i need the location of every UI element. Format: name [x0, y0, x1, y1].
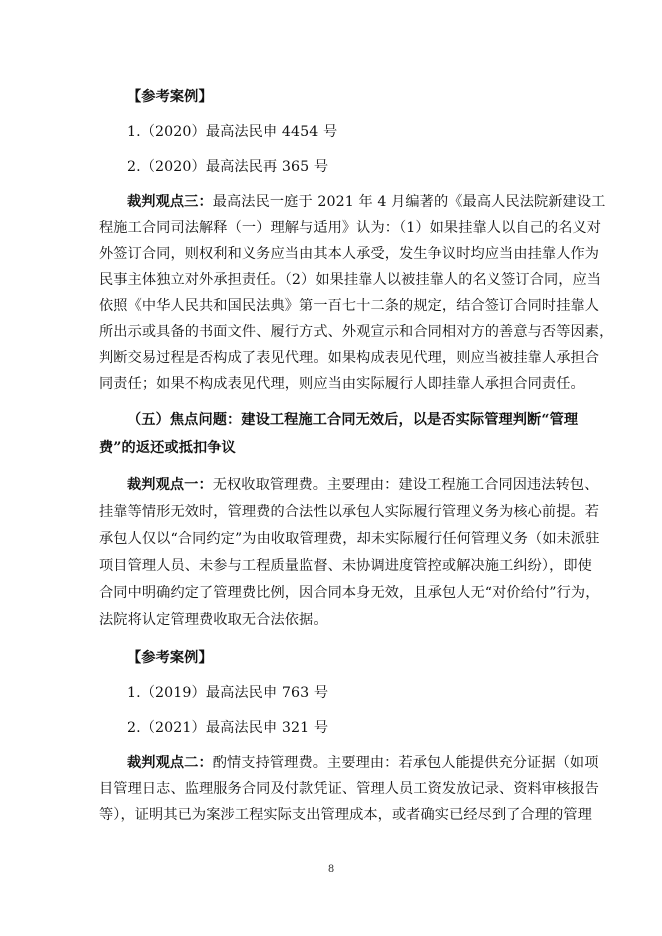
paragraph-line: 承包人仅以“合同约定”为由收取管理费，却未实际履行任何管理义务（如未派驻	[99, 531, 600, 547]
paragraph-line: 程施工合同司法解释（一）理解与适用》认为：（1）如果挂靠人以自己的名义对	[99, 220, 602, 236]
paragraph-line	[127, 192, 606, 212]
paragraph-line	[127, 753, 599, 773]
paragraph-line: 外签订合同，则权利和义务应当由其本人承受，发生争议时均应当由挂靠人作为	[99, 246, 600, 262]
case-citation: 1.（2020）最高法民申 4454 号	[127, 124, 338, 140]
paragraph-line: 挂靠等情形无效时，管理费的合法性以承包人实际履行管理义务为核心前提。若	[99, 504, 600, 520]
section-heading: （五）焦点问题：建设工程施工合同无效后，以是否实际管理判断“管理	[127, 412, 579, 428]
paragraph-line: 同责任；如果不构成表见代理，则应当由实际履行人即挂靠人承担合同责任。	[99, 376, 585, 392]
page-number: 8	[327, 864, 335, 875]
case-citation: 2.（2020）最高法民再 365 号	[127, 159, 329, 175]
paragraph-line: 民事主体独立对外承担责任。（2）如果挂靠人以被挂靠人的名义签订合同，应当	[99, 272, 602, 288]
paragraph-line: 法院将认定管理费收取无合法依据。	[99, 612, 328, 628]
paragraph-line: 合同中明确约定了管理费比例，因合同本身无效，且承包人无“对价给付”行为，	[99, 585, 600, 601]
paragraph-line: 判断交易过程是否构成了表见代理。如果构成表见代理，则应当被挂靠人承担合	[99, 350, 600, 366]
paragraph-line: 依照《中华人民共和国民法典》第一百七十二条的规定，结合签订合同时挂靠人	[99, 298, 600, 314]
paragraph-line: 项目管理人员、未参与工程质量监督、未协调进度管控或解决施工纠纷），即使	[99, 558, 592, 574]
section-heading-continued: 费”的返还或抵扣争议	[99, 440, 236, 456]
reference-cases-heading: 【参考案例】	[127, 89, 213, 105]
case-citation: 2.（2021）最高法民申 321 号	[127, 720, 329, 736]
judgment-view-label: 裁判观点二：	[127, 755, 213, 771]
case-citation: 1.（2019）最高法民申 763 号	[127, 685, 329, 701]
judgment-view-label: 裁判观点一：	[127, 477, 213, 493]
paragraph-line	[127, 475, 599, 495]
paragraph-line: 目管理日志、监理服务合同及付款凭证、管理人员工资发放记录、资料审核报告	[99, 781, 600, 797]
reference-cases-heading: 【参考案例】	[127, 650, 213, 666]
paragraph-text: 无权收取管理费。主要理由：建设工程施工合同因违法转包、	[212, 477, 599, 493]
paragraph-line: 等），证明其已为案涉工程实际支出管理成本，或者确实已经尽到了合理的管理	[99, 807, 592, 823]
paragraph-text: 酌情支持管理费。主要理由：若承包人能提供充分证据（如项	[212, 755, 599, 771]
paragraph-line: 所出示或具备的书面文件、履行方式、外观宣示和合同相对方的善意与否等因素，	[99, 324, 614, 340]
judgment-view-label: 裁判观点三：	[127, 194, 213, 210]
paragraph-text: 最高法民一庭于 2021 年 4 月编著的《最高人民法院新建设工	[212, 194, 606, 210]
